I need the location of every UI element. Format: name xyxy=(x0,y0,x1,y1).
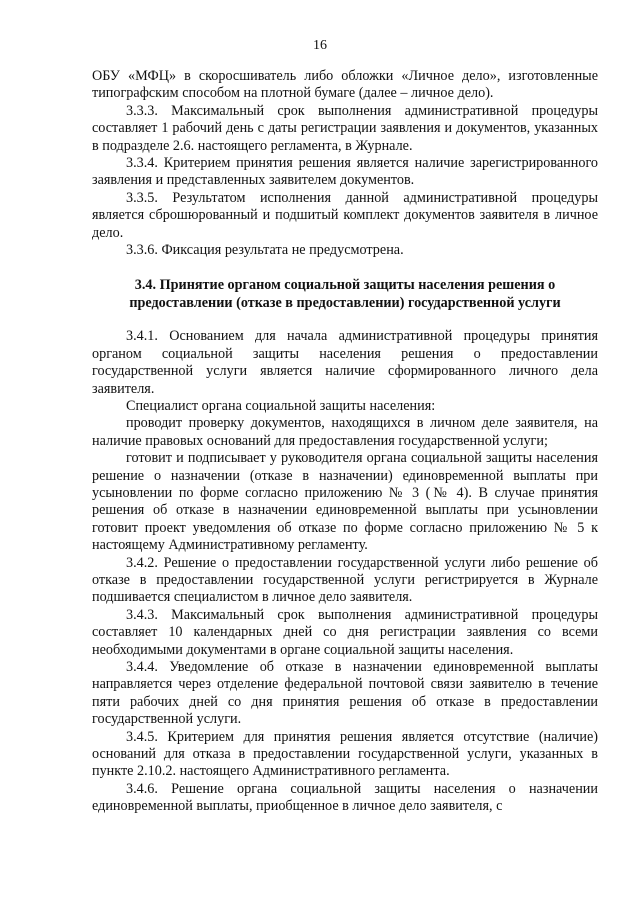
paragraph-check-documents: проводит проверку документов, находящихся в личном деле заявителя, на наличие правовых оснований для предоставления государственной услуги; xyxy=(92,415,598,449)
paragraph-3-3-3: 3.3.3. Максимальный срок выполнения административной процедуры составляет 1 рабочий день с даты регистрации заявления и документов, указанных в подразделе 2.6. настоящего регламента, в Журнале. xyxy=(92,102,598,154)
paragraph-3-4-2: 3.4.2. Решение о предоставлении государственной услуги либо решение об отказе в предоставлении государственной услуги регистрируется в Журнале подшивается специалистом в личное дело заявителя. xyxy=(92,554,598,606)
paragraph-prepare-decision: готовит и подписывает у руководителя органа социальной защиты населения решение о назначении (отказе в назначении) единовременной выплаты при усыновлении по форме согласно приложению № 3 (№ 4). В случае принятия решения об отказе в назначении единовременной выплаты при усыновлении готовит проект уведомления об отказе по форме согласно приложению № 5 к настоящему Административному регламенту. xyxy=(92,450,598,554)
paragraph-continuation: ОБУ «МФЦ» в скоросшиватель либо обложки «Личное дело», изготовленные типографским способом на плотной бумаге (далее – личное дело). xyxy=(92,68,598,102)
paragraph-3-4-4: 3.4.4. Уведомление об отказе в назначении единовременной выплаты направляется через отделение федеральной почтовой связи заявителю в течение пяти рабочих дней со дня принятия решения об отказе в предоставлении государственной услуги. xyxy=(92,659,598,728)
page-content xyxy=(92,68,598,816)
paragraph-3-4-1: 3.4.1. Основанием для начала административной процедуры принятия органом социальной защиты населения решения о предоставлении государственной услуги является наличие сформированного личного дела заявителя. xyxy=(92,328,598,397)
paragraph-3-3-5: 3.3.5. Результатом исполнения данной административной процедуры является сброшюрованный и подшитый комплект документов заявителя в личное дело. xyxy=(92,189,598,241)
paragraph-3-3-4: 3.3.4. Критерием принятия решения является наличие зарегистрированного заявления и представленных заявителем документов. xyxy=(92,155,598,189)
paragraph-3-4-5: 3.4.5. Критерием для принятия решения является отсутствие (наличие) оснований для отказа в предоставлении государственной услуги, указанных в пункте 2.10.2. настоящего Административного регламента. xyxy=(92,728,598,780)
paragraph-3-4-6: 3.4.6. Решение органа социальной защиты населения о назначении единовременной выплаты, приобщенное в личное дело заявителя, с xyxy=(92,780,598,815)
page-number: 16 xyxy=(313,38,327,53)
paragraph-3-4-3: 3.4.3. Максимальный срок выполнения административной процедуры составляет 10 календарных дней со дня регистрации заявления со всеми необходимыми документами в органе социальной защиты населения. xyxy=(92,606,598,658)
section-heading: 3.4. Принятие органом социальной защиты населения решения о предоставлении (отказе в предоставлении) государственной услуги xyxy=(129,277,561,311)
paragraph-specialist: Специалист органа социальной защиты населения: xyxy=(126,397,436,414)
paragraph-3-3-6: 3.3.6. Фиксация результата не предусмотрена. xyxy=(126,242,404,259)
